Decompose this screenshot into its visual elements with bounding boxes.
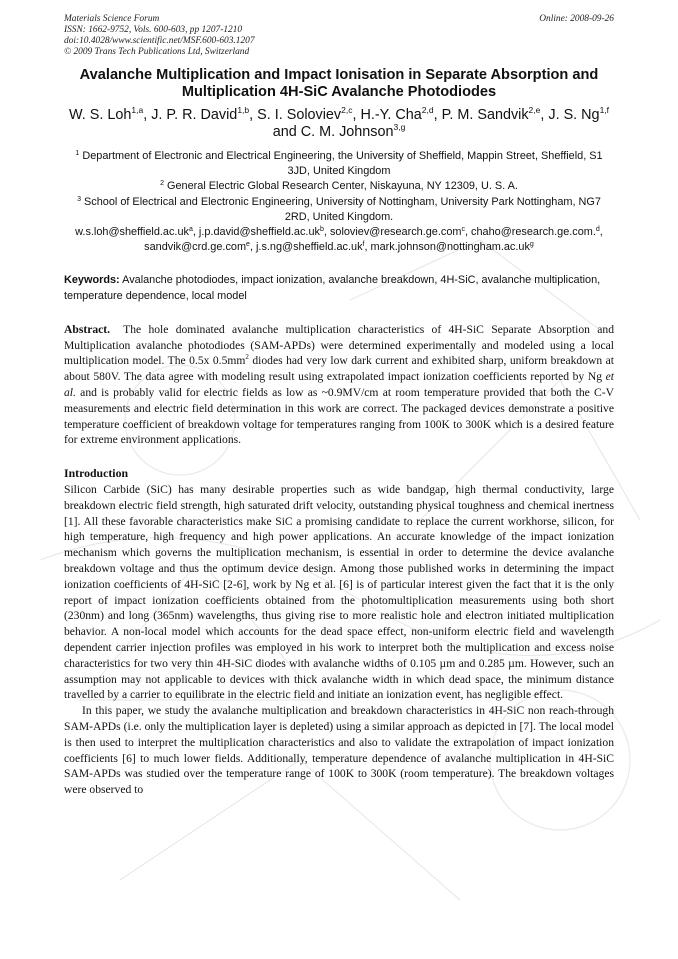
body-paragraph: In this paper, we study the avalanche multiplication and breakdown characteristics in 4H-SiC non reach-through SAM-APDs (i.e. only the multiplication layer is depleted) using a similar approach as depicted in [7]. The local model is then used to interpret the multiplication characteristics and also to validate the extrapolation of impact ionization coefficients [6] to much lower fields. Additionally, temperature dependence of avalanche multiplication in 4H-SiC SAM-APDs was studied over the temperature range of 100K to 300K (room temperature). The breakdown voltages were observed to	[64, 704, 614, 797]
online-date: Online: 2008-09-26	[539, 14, 614, 24]
author: J. S. Ng$^{1,f}$ and	[272, 105, 610, 140]
email-link[interactable]: $mark.johnson@nottingham.ac.uk^g$	[370, 241, 534, 254]
email-link[interactable]: chaho@research.ge.com.$^d$,	[471, 226, 603, 239]
copyright-line: © 2009 Trans Tech Publications Ltd, Switzerland	[64, 47, 250, 57]
abstract-text: diodes had very low dark current and exhibited sharp, uniform breakdown at about 580V. The data agree with modeling result using extrapolated impact ionization coefficients reported by Ng	[64, 354, 614, 384]
email-link[interactable]: $j.p.david@sheffield.ac.uk^b$,	[198, 226, 330, 239]
abstract-etal: et al.	[64, 370, 614, 400]
affiliation: $^3$ School of Electrical and Electronic Engineering, University of Nottingham, University Park Nottingham, NG7 2RD, United Kingdom.	[77, 195, 601, 223]
doi-line: doi:10.4028/www.scientific.net/MSF.600-603.1207	[64, 36, 255, 46]
email-list	[68, 225, 610, 255]
affiliation: $^1$ Department of Electronic and Electrical Engineering, the University of Sheffield, Mappin Street, Sheffield, S1 3JD, United Kingdom	[75, 150, 603, 178]
author: P. M. Sandvik$^{2,e}$,	[441, 105, 549, 123]
page	[64, 14, 614, 798]
email-link[interactable]: $j.s.ng@sheffield.ac.uk^f$,	[256, 241, 371, 254]
author: S. I. Soloviev$^{2,c}$,	[257, 105, 361, 123]
author: J. P. R. David$^{1,b}$,	[151, 105, 258, 123]
affiliations	[64, 149, 614, 255]
author-list	[64, 107, 614, 141]
email-link[interactable]: soloviev@research.ge.com$^c$,	[329, 226, 472, 239]
journal-header	[64, 14, 614, 58]
paper-title: Avalanche Multiplication and Impact Ionisation in Separate Absorption and Multiplication 4H-SiC Avalanche Photodiodes	[79, 67, 599, 100]
email-link[interactable]: $w.s.loh@sheffield.ac.uk^a$,	[75, 226, 199, 239]
abstract-section	[64, 322, 614, 448]
author: H.-Y. Cha$^{2,d}$,	[360, 105, 442, 123]
affiliation: $^2$ General Electric Global Research Center, Niskayuna, NY 12309, U. S. A.	[160, 180, 518, 193]
body-paragraph: Silicon Carbide (SiC) has many desirable properties such as wide bandgap, high thermal conductivity, large breakdown electric field strength, high saturated drift velocity, outstanding physical toughness and chemical inertness [1]. All these favorable characteristics make SiC a promising candidate to replace the current workhorse, silicon, for high temperature, high frequency and high power applications. An accurate knowledge of the impact ionization mechanism which governs the multiplication mechanism, is essential in order to determine the device avalanche breakdown voltage and thus the optimum device design. Among those published works in determining the impact ionization coefficients of 4H-SiC [2-6], work by Ng et al. [6] is of particular interest given the fact that it is the only report of impact ionization coefficients obtained from the photomultiplication measurements using both short (230nm) and long (365nm) wavelengths, thus giving rise to more realistic hole and electron initiated multiplication behavior. A non-local model which accounts for the dead space effect, non-uniform electric field and wavelength dependent carrier injection profiles was employed in his work to interpret both the multiplication and excess noise characteristics for two very thin 4H-SiC diodes with avalanche widths of 0.105 µm and 0.285 µm. However, such an assumption may not applicable to devices with thick avalanche width in which dead space, the minimum distance travelled by a carrier to equilibrate in the electric field and initiate an ionization event, has negligible effect.	[64, 483, 614, 702]
abstract-text: and is probably valid for electric fields as low as ~0.9MV/cm at room temperature provided that both the C-V measurements and electric field determination in this work are correct. The packaged devices demonstrate a positive temperature coefficient of breakdown voltage for temperatures ranging from 100K to 300K which is a desired feature for extreme environment applications.	[64, 386, 614, 447]
keywords-section	[64, 273, 614, 303]
abstract-superscript: 2	[245, 353, 249, 362]
author: C. M. Johnson$^{3,g}$	[300, 122, 406, 140]
keywords-label: Keywords:	[64, 274, 120, 287]
introduction-heading: Introduction	[64, 466, 129, 481]
abstract-label: Abstract.	[64, 322, 111, 336]
abstract-text: The hole dominated avalanche multiplication characteristics of 4H-SiC Separate Absorption and Multiplication avalanche photodiodes (SAM-APDs) were determined experimentally and modeled using a local multiplication model. The 0.5x 0.5mm	[64, 322, 614, 368]
email-link[interactable]: sandvik@crd.ge.com$^e$,	[144, 241, 256, 254]
author: W. S. Loh$^{1,a}$,	[68, 105, 152, 123]
issn-line: ISSN: 1662-9752, Vols. 600-603, pp 1207-1210	[64, 25, 243, 35]
journal-name: Materials Science Forum	[64, 14, 160, 24]
keywords-text: Avalanche photodiodes, impact ionization, avalanche breakdown, 4H-SiC, avalanche multiplication, temperature dependence, local model	[64, 274, 601, 302]
